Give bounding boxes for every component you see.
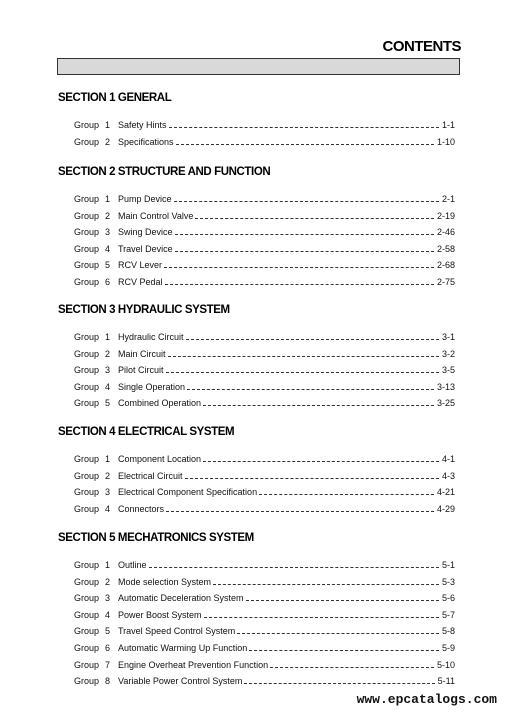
group-label: Group [74, 210, 100, 221]
page-number: 5-7 [441, 609, 455, 620]
page-number: 4-3 [441, 470, 455, 481]
group-label: Group [74, 136, 100, 147]
group-label: Group [74, 659, 100, 670]
toc-entry[interactable] [74, 348, 455, 361]
toc-entry[interactable] [74, 609, 455, 622]
leader-dots [149, 567, 439, 568]
page-number: 4-21 [436, 487, 455, 498]
entry-title: RCV Lever [118, 260, 163, 271]
page-number: 1-10 [436, 136, 455, 147]
page-number: 5-6 [441, 593, 455, 604]
toc-entry[interactable] [74, 625, 455, 638]
toc-entry[interactable] [74, 119, 455, 132]
group-number: 4 [105, 381, 111, 392]
entry-title: Electrical Circuit [118, 470, 183, 481]
leader-dots [249, 650, 439, 651]
entry-title: Mode selection System [118, 576, 212, 587]
group-label: Group [74, 381, 100, 392]
entry-title: Specifications [118, 136, 174, 147]
group-number: 3 [105, 227, 111, 238]
leader-dots [168, 356, 439, 357]
page-number: 3-5 [441, 365, 455, 376]
page-number: 5-9 [441, 643, 455, 653]
page-number: 4-1 [441, 454, 455, 464]
group-label: Group [74, 243, 100, 254]
page-number: 3-1 [441, 332, 455, 342]
group-label: Group [74, 260, 100, 271]
group-number: 4 [105, 243, 111, 254]
group-number: 8 [105, 676, 111, 687]
leader-dots [174, 201, 439, 202]
toc-entry[interactable] [74, 210, 455, 223]
page-number: 2-75 [436, 277, 455, 287]
group-label: Group [74, 470, 100, 481]
toc-entry[interactable] [74, 331, 455, 344]
page-number: 2-58 [436, 243, 455, 254]
group-number: 2 [105, 470, 111, 481]
leader-dots [165, 284, 434, 285]
group-label: Group [74, 348, 100, 359]
entry-title: Single Operation [118, 381, 186, 392]
group-label: Group [74, 277, 100, 287]
leader-dots [169, 127, 439, 128]
toc-entry[interactable] [74, 576, 455, 589]
footer-watermark-link[interactable]: www.epcatalogs.com [356, 692, 497, 707]
entry-title: Variable Power Control System [118, 676, 243, 687]
group-label: Group [74, 487, 100, 498]
group-label: Group [74, 454, 100, 464]
group-label: Group [74, 593, 100, 604]
leader-dots [204, 617, 439, 618]
toc-entry[interactable] [74, 592, 455, 605]
leader-dots [237, 633, 439, 634]
page-title: CONTENTS [382, 38, 461, 55]
toc-entry[interactable] [74, 381, 455, 394]
page-number: 5-11 [437, 676, 455, 687]
page-number: 5-10 [436, 659, 455, 670]
section-heading: SECTION 5 MECHATRONICS SYSTEM [58, 532, 254, 544]
toc-entry[interactable] [74, 503, 455, 516]
entry-title: Automatic Warming Up Function [118, 643, 248, 653]
page-number: 4-29 [436, 503, 455, 514]
page-number: 3-25 [436, 398, 455, 409]
entry-title: Engine Overheat Prevention Function [118, 659, 269, 670]
leader-dots [175, 251, 434, 252]
group-number: 5 [105, 260, 111, 271]
group-number: 2 [105, 348, 111, 359]
leader-dots [164, 267, 434, 268]
group-label: Group [74, 194, 100, 204]
leader-dots [175, 234, 434, 235]
group-label: Group [74, 609, 100, 620]
group-number: 2 [105, 576, 111, 587]
group-label: Group [74, 227, 100, 238]
entry-title: Combined Operation [118, 398, 202, 409]
page-number: 3-13 [436, 381, 455, 392]
toc-entry[interactable] [74, 470, 455, 483]
group-number: 5 [105, 398, 111, 409]
toc-entry[interactable] [74, 364, 455, 377]
page-number: 2-19 [436, 210, 455, 221]
entry-title: Hydraulic Circuit [118, 332, 184, 342]
group-number: 7 [105, 659, 111, 670]
group-number: 1 [105, 560, 111, 570]
entry-title: Outline [118, 560, 147, 570]
group-label: Group [74, 560, 100, 570]
group-label: Group [74, 332, 100, 342]
group-label: Group [74, 365, 100, 376]
leader-dots [195, 218, 434, 219]
page-number: 1-1 [441, 120, 455, 130]
section-heading: SECTION 4 ELECTRICAL SYSTEM [58, 426, 235, 438]
header-bar [57, 58, 460, 75]
page-number: 2-46 [436, 227, 455, 238]
page-number: 5-8 [441, 626, 455, 637]
toc-entry[interactable] [74, 276, 455, 289]
leader-dots [246, 600, 439, 601]
group-number: 1 [105, 454, 111, 464]
group-number: 3 [105, 487, 111, 498]
group-label: Group [74, 676, 100, 687]
leader-dots [203, 405, 434, 406]
entry-title: Power Boost System [118, 609, 202, 620]
entry-title: Main Circuit [118, 348, 166, 359]
leader-dots [186, 339, 439, 340]
page-number: 2-1 [441, 194, 455, 204]
group-number: 6 [105, 643, 111, 653]
toc-entry[interactable] [74, 642, 455, 655]
group-number: 2 [105, 136, 111, 147]
group-number: 2 [105, 210, 111, 221]
group-number: 5 [105, 626, 111, 637]
entry-title: Travel Speed Control System [118, 626, 236, 637]
leader-dots [213, 584, 439, 585]
leader-dots [187, 389, 434, 390]
entry-title: Travel Device [118, 243, 173, 254]
leader-dots [176, 144, 434, 145]
toc-entry[interactable] [74, 226, 455, 239]
toc-entry[interactable] [74, 397, 455, 410]
leader-dots [203, 461, 439, 462]
toc-entry[interactable] [74, 193, 455, 206]
section-heading: SECTION 1 GENERAL [58, 92, 172, 104]
entry-title: Electrical Component Specification [118, 487, 258, 498]
group-label: Group [74, 576, 100, 587]
section-heading: SECTION 2 STRUCTURE AND FUNCTION [58, 166, 271, 178]
group-number: 4 [105, 503, 111, 514]
section-heading: SECTION 3 HYDRAULIC SYSTEM [58, 304, 230, 316]
group-label: Group [74, 626, 100, 637]
toc-entry[interactable] [74, 675, 455, 688]
toc-entry[interactable] [74, 559, 455, 572]
entry-title: Automatic Deceleration System [118, 593, 244, 604]
group-number: 3 [105, 593, 111, 604]
group-number: 1 [105, 332, 111, 342]
toc-entry[interactable] [74, 259, 455, 272]
leader-dots [244, 683, 434, 684]
toc-entry[interactable] [74, 659, 455, 672]
leader-dots [185, 478, 439, 479]
group-number: 4 [105, 609, 111, 620]
page-number: 2-68 [436, 260, 455, 271]
group-label: Group [74, 643, 100, 653]
group-number: 1 [105, 194, 111, 204]
toc-entry[interactable] [74, 243, 455, 256]
entry-title: Safety Hints [118, 120, 167, 130]
entry-title: Connectors [118, 503, 165, 514]
page-number: 5-3 [441, 576, 455, 587]
entry-title: Swing Device [118, 227, 173, 238]
leader-dots [270, 667, 434, 668]
entry-title: RCV Pedal [118, 277, 163, 287]
entry-title: Pilot Circuit [118, 365, 164, 376]
group-label: Group [74, 503, 100, 514]
entry-title: Pump Device [118, 194, 172, 204]
group-number: 1 [105, 120, 111, 130]
page-number: 3-2 [441, 348, 455, 359]
entry-title: Component Location [118, 454, 202, 464]
leader-dots [166, 511, 434, 512]
page-number: 5-1 [441, 560, 455, 570]
group-number: 6 [105, 277, 111, 287]
leader-dots [259, 494, 434, 495]
leader-dots [166, 372, 439, 373]
group-label: Group [74, 398, 100, 409]
group-label: Group [74, 120, 100, 130]
toc-entry[interactable] [74, 486, 455, 499]
group-number: 3 [105, 365, 111, 376]
toc-entry[interactable] [74, 136, 455, 149]
toc-entry[interactable] [74, 453, 455, 466]
entry-title: Main Control Valve [118, 210, 194, 221]
